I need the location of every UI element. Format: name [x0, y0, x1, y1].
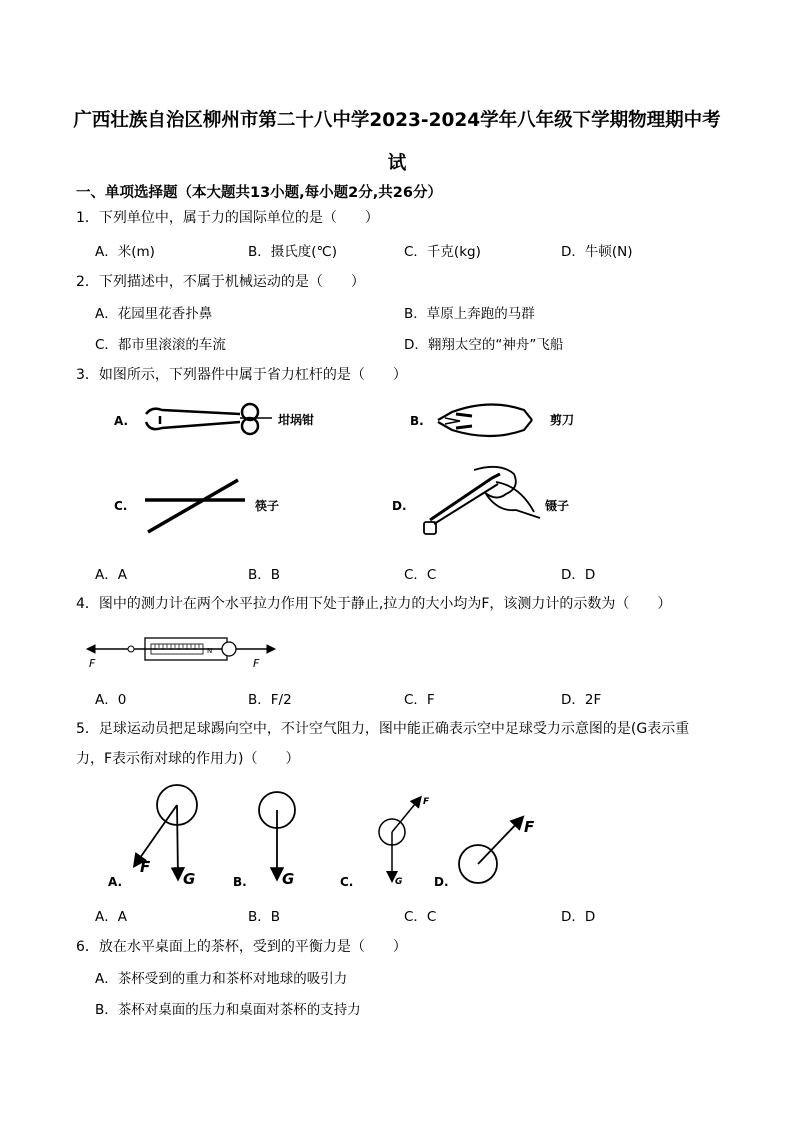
q5-fig-label-b: B.: [233, 875, 247, 889]
q4-option-b: B．F/2: [248, 692, 292, 708]
question-5-stem-line2: 力，F表示衔对球的作用力)（ ）: [76, 751, 300, 767]
q3-option-b: B．B: [248, 567, 281, 583]
tweezers-drawing: [424, 467, 540, 534]
q5-diagram-d: [459, 818, 522, 883]
q3-fig-name-c: 筷子: [255, 499, 280, 513]
q1-option-c: C．千克(kg): [404, 244, 481, 260]
q4-scale-unit: N: [207, 647, 213, 655]
q5-option-c: C．C: [404, 909, 437, 925]
scissors-drawing: [438, 404, 532, 436]
q1-option-d: D．牛顿(N): [561, 244, 633, 260]
chopsticks-drawing: [145, 480, 245, 532]
q5-fig-label-d: D.: [434, 875, 449, 889]
question-1-stem: 1．下列单位中，属于力的国际单位的是（ ）: [76, 210, 379, 226]
q3-fig-name-d: 镊子: [545, 499, 570, 513]
q3-fig-name-a: 坩埚钳: [278, 413, 315, 427]
crucible-tongs-drawing: [146, 404, 272, 434]
q5-fig-label-a: A.: [108, 875, 123, 889]
q2-option-b: B．草原上奔跑的马群: [404, 306, 535, 322]
question-6-stem: 6．放在水平桌面上的茶杯，受到的平衡力是（ ）: [76, 939, 407, 955]
q3-fig-label-d: D.: [392, 499, 407, 513]
q4-option-c: C．F: [404, 692, 435, 708]
q3-option-a: A．A: [95, 567, 127, 583]
q5-option-b: B．B: [248, 909, 281, 925]
q3-lever-figure: [100, 392, 620, 557]
q4-left-force-label: F: [89, 657, 96, 670]
question-5-stem-line1: 5．足球运动员把足球踢向空中，不计空气阻力，图中能正确表示空中足球受力示意图的是(G表示重: [76, 721, 690, 737]
q5-a-f-label: F: [140, 858, 151, 876]
q4-option-a: A．0: [95, 692, 127, 708]
q5-fig-label-c: C.: [340, 875, 354, 889]
q5-c-g-label: G: [395, 877, 403, 887]
q5-option-a: A．A: [95, 909, 127, 925]
q4-spring-scale-figure: [85, 630, 280, 672]
question-4-stem: 4．图中的测力计在两个水平拉力作用下处于静止,拉力的大小均为F，该测力计的示数为（ ）: [76, 596, 672, 612]
q5-option-d: D．D: [561, 909, 596, 925]
q3-fig-label-b: B.: [410, 414, 424, 428]
q5-c-f-label: F: [423, 797, 430, 807]
q3-fig-label-c: C.: [114, 499, 128, 513]
q4-right-force-label: F: [253, 657, 260, 670]
page-title: 广西壮族自治区柳州市第二十八中学2023-2024学年八年级下学期物理期中考: [73, 110, 721, 131]
spring-scale-drawing: [87, 638, 275, 660]
q3-option-c: C．C: [404, 567, 437, 583]
q5-a-g-label: G: [183, 870, 196, 888]
q5-d-f-label: F: [524, 818, 535, 836]
q5-diagram-c: [379, 798, 420, 880]
q2-option-c: C．都市里滚滚的车流: [95, 337, 226, 353]
page-title-continued: 试: [387, 153, 407, 174]
question-2-stem: 2．下列描述中，不属于机械运动的是（ ）: [76, 274, 365, 290]
q3-fig-label-a: A.: [114, 414, 129, 428]
q6-option-b: B．茶杯对桌面的压力和桌面对茶杯的支持力: [95, 1002, 361, 1018]
q1-option-b: B．摄氏度(℃): [248, 244, 337, 260]
section-header: 一、单项选择题（本大题共13小题,每小题2分,共26分）: [76, 185, 442, 201]
q2-option-a: A．花园里花香扑鼻: [95, 306, 213, 322]
q5-b-g-label: G: [282, 870, 295, 888]
q4-option-d: D．2F: [561, 692, 602, 708]
q3-option-d: D．D: [561, 567, 596, 583]
q5-diagram-b: [259, 792, 295, 878]
question-3-stem: 3．如图所示，下列器件中属于省力杠杆的是（ ）: [76, 367, 407, 383]
q2-option-d: D．翱翔太空的“神舟”飞船: [404, 337, 564, 353]
q6-option-a: A．茶杯受到的重力和茶杯对地球的吸引力: [95, 971, 348, 987]
q1-option-a: A．米(m): [95, 244, 155, 260]
q5-force-diagram-figure: [100, 780, 560, 895]
q3-fig-name-b: 剪刀: [550, 413, 575, 427]
